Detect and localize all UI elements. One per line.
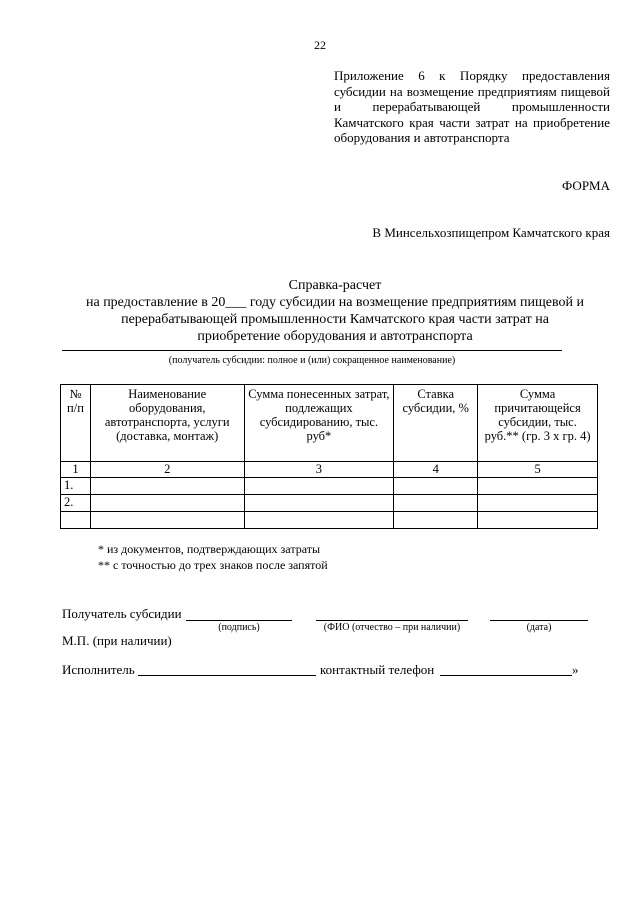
header-number: № п/п [61,385,91,462]
executor-row [62,662,602,682]
date-caption: (дата) [526,622,552,633]
table-cell[interactable] [478,512,598,529]
recipient-fill-line[interactable] [62,350,562,351]
column-number: 4 [394,462,478,478]
phone-label: контактный телефон [320,662,435,677]
closing-quote: » [572,662,579,677]
header-subsidy: Сумма причитающейся субсидии, тыс. руб.** (гр. 3 х гр. 4) [478,385,598,462]
table-cell[interactable] [90,512,244,529]
footnotes [98,541,328,573]
column-number-row [61,462,598,478]
table-row [61,512,598,529]
signature-caption: (подпись) [218,622,260,633]
fullname-line[interactable] [316,620,468,621]
row-number: 2. [61,495,91,512]
column-number: 5 [478,462,598,478]
addressee: В Минсельхозпищепром Камчатского края [372,225,610,240]
column-number: 2 [90,462,244,478]
table-cell[interactable] [394,495,478,512]
row-number: 1. [61,478,91,495]
form-label: ФОРМА [562,178,610,193]
page-number: 22 [314,38,326,52]
appendix-note: Приложение 6 к Порядку предоставления субсидии на возмещение предприятиям пищевой и перерабатывающей промышленности Камчатского края части затрат на приобретение оборудования и автотранспорта [334,68,610,145]
calculation-table [60,384,598,529]
table-header-row [61,385,598,462]
table-row [61,495,598,512]
table-cell[interactable] [394,512,478,529]
row-number [61,512,91,529]
executor-label: Исполнитель [62,662,135,677]
table-cell[interactable] [244,478,394,495]
date-line[interactable] [490,620,588,621]
fullname-caption: (ФИО (отчество – при наличии) [323,622,461,633]
table-row [61,478,598,495]
table-cell[interactable] [478,478,598,495]
phone-line[interactable] [440,675,572,676]
header-costs: Сумма понесенных затрат, подлежащих субсидированию, тыс. руб* [244,385,394,462]
title-line-1: на предоставление в 20___ году субсидии на возмещение предприятиям пищевой и [85,295,585,310]
title-heading: Справка-расчет [288,278,382,293]
column-number: 3 [244,462,394,478]
header-name: Наименование оборудования, автотранспорта, услуги (доставка, монтаж) [90,385,244,462]
table-cell[interactable] [244,512,394,529]
recipient-caption: (получатель субсидии: полное и (или) сокращенное наименование) [168,355,456,366]
table-cell[interactable] [90,478,244,495]
column-number: 1 [61,462,91,478]
executor-line[interactable] [138,675,316,676]
signature-row [62,606,592,636]
footnote-1: * из документов, подтверждающих затраты [98,542,321,556]
title-line-2: перерабатывающей промышленности Камчатского края части затрат на [121,312,549,327]
signature-line[interactable] [186,620,292,621]
title-line-3: приобретение оборудования и автотранспорта [197,329,473,344]
document-title [40,277,630,345]
footnote-2: ** с точностью до трех знаков после запятой [98,558,328,572]
signature-label: Получатель субсидии [62,606,182,621]
header-rate: Ставка субсидии, % [394,385,478,462]
table-cell[interactable] [394,478,478,495]
table-cell[interactable] [478,495,598,512]
table-cell[interactable] [90,495,244,512]
table-cell[interactable] [244,495,394,512]
seal-note: М.П. (при наличии) [62,633,172,648]
